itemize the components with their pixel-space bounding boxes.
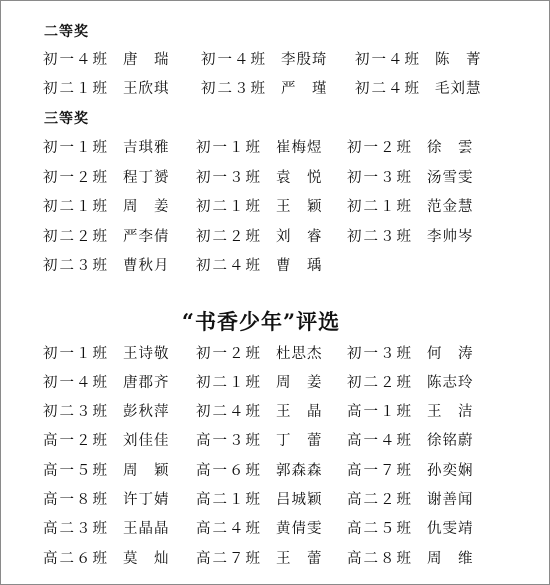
student-name: 徐 雲 (427, 140, 474, 156)
class-label: 高二４班 (196, 521, 262, 537)
class-label: 初一２班 (347, 140, 413, 156)
class-label: 高二８班 (347, 551, 413, 567)
second-prize-heading: 二等奖 (44, 24, 89, 40)
roster-row (1, 459, 549, 481)
roster-row (1, 77, 549, 99)
class-label: 高二１班 (196, 492, 262, 508)
student-name: 王欣琪 (123, 81, 170, 97)
student-name: 陈 菁 (435, 52, 482, 68)
class-label: 初一２班 (196, 346, 262, 362)
roster-entry (196, 459, 323, 480)
class-label: 初一３班 (347, 170, 413, 186)
roster-row (1, 517, 549, 539)
student-name: 袁 悦 (276, 170, 323, 186)
roster-entry (196, 488, 323, 509)
roster-entry (201, 77, 328, 98)
class-label: 高二３班 (43, 521, 109, 537)
roster-entry (43, 517, 170, 538)
roster-entry (43, 342, 170, 363)
roster-entry (43, 225, 170, 246)
student-name: 何 涛 (427, 346, 474, 362)
roster-row (1, 400, 549, 422)
student-name: 王 颖 (276, 199, 323, 215)
student-name: 曹 瑀 (276, 258, 323, 274)
roster-entry (347, 225, 474, 246)
class-label: 初二４班 (196, 258, 262, 274)
student-name: 谢善闻 (427, 492, 474, 508)
class-label: 高一２班 (43, 433, 109, 449)
class-label: 初一３班 (347, 346, 413, 362)
roster-entry (347, 136, 474, 157)
class-label: 初二３班 (43, 404, 109, 420)
roster-entry (43, 400, 170, 421)
roster-entry (347, 166, 474, 187)
student-name: 丁 蕾 (276, 433, 323, 449)
student-name: 严 瑾 (281, 81, 328, 97)
roster-entry (43, 77, 170, 98)
class-label: 初一１班 (43, 346, 109, 362)
class-label: 初一４班 (43, 375, 109, 391)
roster-row (1, 195, 549, 217)
student-name: 杜思杰 (276, 346, 323, 362)
student-name: 曹秋月 (123, 258, 170, 274)
student-name: 王 晶 (276, 404, 323, 420)
roster-entry (196, 166, 323, 187)
student-name: 仇雯靖 (427, 521, 474, 537)
class-label: 初二３班 (43, 258, 109, 274)
roster-entry (43, 254, 170, 275)
student-name: 李帅岑 (427, 229, 474, 245)
roster-entry (347, 488, 474, 509)
class-label: 高二２班 (347, 492, 413, 508)
class-label: 高二５班 (347, 521, 413, 537)
class-label: 初二１班 (43, 199, 109, 215)
roster-entry (43, 195, 170, 216)
roster-entry (196, 342, 323, 363)
roster-row (1, 371, 549, 393)
class-label: 初二３班 (201, 81, 267, 97)
class-label: 初二２班 (196, 229, 262, 245)
roster-entry (43, 166, 170, 187)
roster-entry (43, 429, 170, 450)
student-name: 周 姜 (123, 199, 170, 215)
roster-entry (347, 547, 474, 568)
class-label: 初一２班 (43, 170, 109, 186)
class-label: 高一７班 (347, 463, 413, 479)
roster-entry (347, 429, 474, 450)
student-name: 黄倩雯 (276, 521, 323, 537)
class-label: 初二１班 (347, 199, 413, 215)
class-label: 高二６班 (43, 551, 109, 567)
class-label: 高一８班 (43, 492, 109, 508)
roster-entry (196, 225, 323, 246)
student-name: 王晶晶 (123, 521, 170, 537)
student-name: 唐郡齐 (123, 375, 170, 391)
student-name: 周 维 (427, 551, 474, 567)
class-label: 高一４班 (347, 433, 413, 449)
student-name: 吉琪雅 (123, 140, 170, 156)
student-name: 莫 灿 (123, 551, 170, 567)
roster-entry (43, 371, 170, 392)
class-label: 高二７班 (196, 551, 262, 567)
roster-entry (196, 371, 323, 392)
class-label: 高一５班 (43, 463, 109, 479)
roster-row (1, 136, 549, 158)
roster-entry (347, 517, 474, 538)
class-label: 初二１班 (196, 375, 262, 391)
roster-row (1, 429, 549, 451)
roster-row (1, 225, 549, 247)
student-name: 王诗敬 (123, 346, 170, 362)
student-name: 王 洁 (427, 404, 474, 420)
roster-entry (347, 459, 474, 480)
student-name: 李殷琦 (281, 52, 328, 68)
class-label: 高一１班 (347, 404, 413, 420)
class-label: 初二３班 (347, 229, 413, 245)
class-label: 初二２班 (347, 375, 413, 391)
student-name: 毛刘慧 (435, 81, 482, 97)
roster-row (1, 342, 549, 364)
roster-entry (196, 400, 323, 421)
roster-entry (201, 48, 328, 69)
roster-entry (347, 400, 474, 421)
third-prize-heading: 三等奖 (44, 111, 89, 127)
student-name: 汤雪雯 (427, 170, 474, 186)
roster-row (1, 166, 549, 188)
student-name: 周 姜 (276, 375, 323, 391)
class-label: 初二４班 (196, 404, 262, 420)
roster-entry (355, 48, 482, 69)
class-label: 初二１班 (43, 81, 109, 97)
roster-row (1, 48, 549, 70)
roster-entry (347, 371, 474, 392)
class-label: 初二２班 (43, 229, 109, 245)
student-name: 范金慧 (427, 199, 474, 215)
student-name: 刘 睿 (276, 229, 323, 245)
student-name: 陈志玲 (427, 375, 474, 391)
student-name: 唐 瑞 (123, 52, 170, 68)
class-label: 初一３班 (196, 170, 262, 186)
class-label: 初一４班 (355, 52, 421, 68)
student-name: 王 蕾 (276, 551, 323, 567)
class-label: 初一４班 (43, 52, 109, 68)
student-name: 吕城颖 (276, 492, 323, 508)
class-label: 初二１班 (196, 199, 262, 215)
roster-row (1, 547, 549, 569)
class-label: 初二４班 (355, 81, 421, 97)
student-name: 刘佳佳 (123, 433, 170, 449)
student-name: 孙奕娴 (427, 463, 474, 479)
roster-entry (43, 48, 170, 69)
class-label: 初一４班 (201, 52, 267, 68)
student-name: 郭森森 (276, 463, 323, 479)
roster-entry (196, 547, 323, 568)
student-name: 严李倩 (123, 229, 170, 245)
student-name: 徐铭蔚 (427, 433, 474, 449)
roster-entry (43, 459, 170, 480)
student-name: 彭秋萍 (123, 404, 170, 420)
class-label: 初一１班 (196, 140, 262, 156)
class-label: 初一１班 (43, 140, 109, 156)
roster-entry (355, 77, 482, 98)
roster-entry (43, 488, 170, 509)
roster-entry (196, 517, 323, 538)
roster-entry (347, 342, 474, 363)
student-name: 周 颖 (123, 463, 170, 479)
class-label: 高一３班 (196, 433, 262, 449)
roster-entry (347, 195, 474, 216)
roster-entry (43, 136, 170, 157)
roster-entry (196, 254, 323, 275)
roster-entry (43, 547, 170, 568)
roster-entry (196, 429, 323, 450)
roster-row (1, 488, 549, 510)
shuxiang-title: “书香少年”评选 (181, 309, 341, 334)
class-label: 高一６班 (196, 463, 262, 479)
roster-entry (196, 195, 323, 216)
roster-entry (196, 136, 323, 157)
roster-row (1, 254, 549, 276)
student-name: 许丁婧 (123, 492, 170, 508)
student-name: 崔梅煜 (276, 140, 323, 156)
student-name: 程丁赟 (123, 170, 170, 186)
